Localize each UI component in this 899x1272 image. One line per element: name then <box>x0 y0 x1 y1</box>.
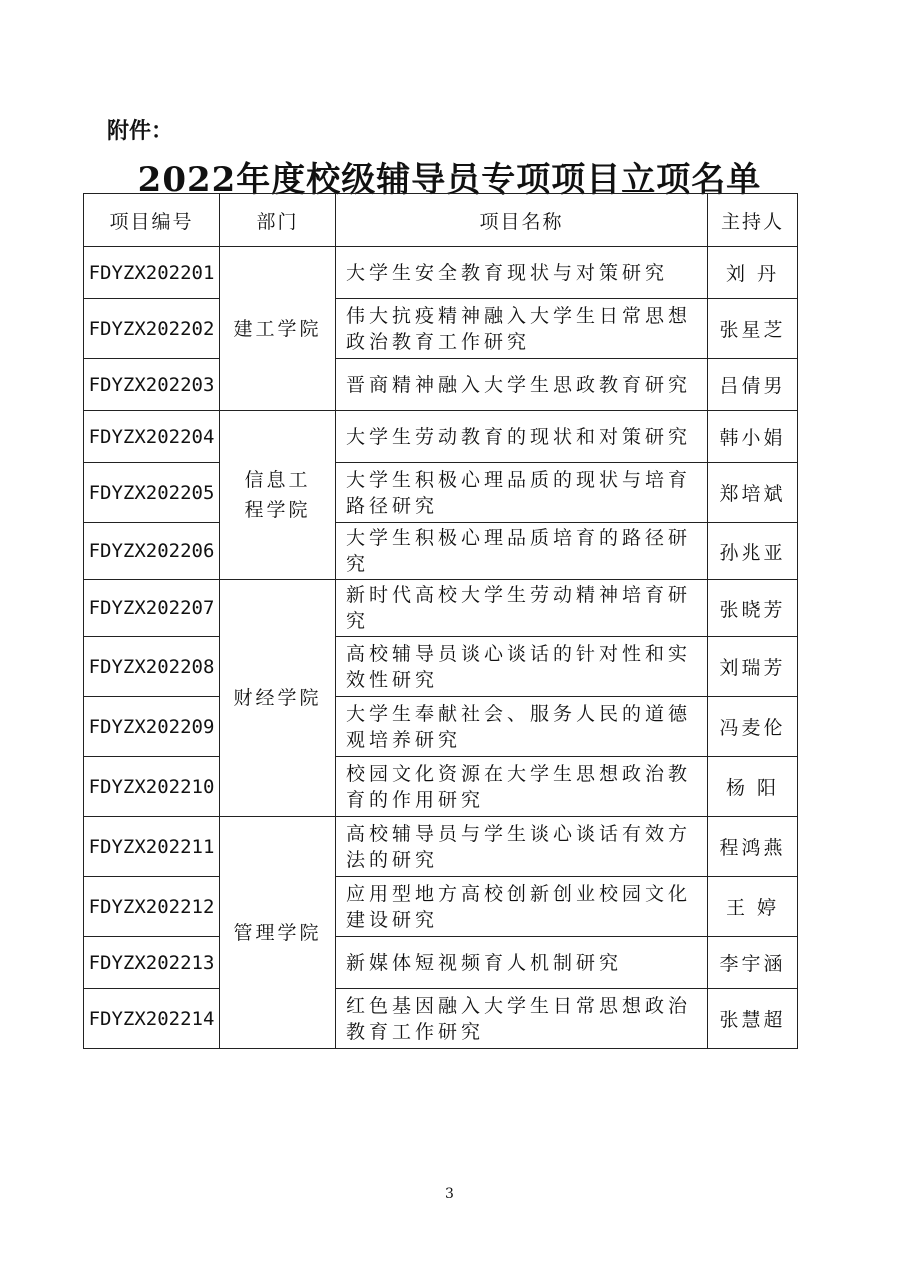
project-host: 孙兆亚 <box>708 523 798 580</box>
project-code: FDYZX202201 <box>84 247 220 299</box>
project-host: 杨 阳 <box>708 757 798 817</box>
project-code: FDYZX202212 <box>84 877 220 937</box>
project-name: 高校辅导员与学生谈心谈话有效方法的研究 <box>336 817 708 877</box>
table-header-row <box>84 194 798 247</box>
table-row <box>84 359 798 411</box>
project-host: 李宇涵 <box>708 937 798 989</box>
project-code: FDYZX202213 <box>84 937 220 989</box>
project-list-table <box>83 193 798 1049</box>
project-code: FDYZX202208 <box>84 637 220 697</box>
table-row <box>84 817 798 877</box>
project-name: 新媒体短视频育人机制研究 <box>336 937 708 989</box>
table-row <box>84 757 798 817</box>
department-cell: 信息工程学院 <box>220 411 336 580</box>
department-cell: 管理学院 <box>220 817 336 1049</box>
table-row <box>84 411 798 463</box>
project-name: 红色基因融入大学生日常思想政治教育工作研究 <box>336 989 708 1049</box>
project-name: 高校辅导员谈心谈话的针对性和实效性研究 <box>336 637 708 697</box>
department-cell: 建工学院 <box>220 247 336 411</box>
project-code: FDYZX202207 <box>84 580 220 637</box>
page-number: 3 <box>445 1186 454 1202</box>
header-department: 部门 <box>220 194 336 247</box>
project-host: 刘瑞芳 <box>708 637 798 697</box>
project-host: 郑培斌 <box>708 463 798 523</box>
header-code: 项目编号 <box>84 194 220 247</box>
project-host: 程鸿燕 <box>708 817 798 877</box>
project-name: 大学生积极心理品质培育的路径研究 <box>336 523 708 580</box>
project-code: FDYZX202202 <box>84 299 220 359</box>
project-name: 晋商精神融入大学生思政教育研究 <box>336 359 708 411</box>
project-host: 吕倩男 <box>708 359 798 411</box>
project-host: 张晓芳 <box>708 580 798 637</box>
project-code: FDYZX202209 <box>84 697 220 757</box>
project-host: 王 婷 <box>708 877 798 937</box>
project-name: 应用型地方高校创新创业校园文化建设研究 <box>336 877 708 937</box>
table-row <box>84 937 798 989</box>
project-name: 大学生劳动教育的现状和对策研究 <box>336 411 708 463</box>
project-code: FDYZX202211 <box>84 817 220 877</box>
table-row <box>84 247 798 299</box>
project-name: 大学生奉献社会、服务人民的道德观培养研究 <box>336 697 708 757</box>
project-host: 韩小娟 <box>708 411 798 463</box>
project-code: FDYZX202210 <box>84 757 220 817</box>
document-title: 2022年度校级辅导员专项项目立项名单 <box>137 160 762 200</box>
table-row <box>84 989 798 1049</box>
table-row <box>84 523 798 580</box>
table-row <box>84 580 798 637</box>
project-code: FDYZX202203 <box>84 359 220 411</box>
project-name: 大学生积极心理品质的现状与培育路径研究 <box>336 463 708 523</box>
project-code: FDYZX202204 <box>84 411 220 463</box>
table-row <box>84 877 798 937</box>
project-host: 张星芝 <box>708 299 798 359</box>
department-cell: 财经学院 <box>220 580 336 817</box>
project-name: 伟大抗疫精神融入大学生日常思想政治教育工作研究 <box>336 299 708 359</box>
project-name: 新时代高校大学生劳动精神培育研究 <box>336 580 708 637</box>
table-row <box>84 463 798 523</box>
project-host: 冯麦伦 <box>708 697 798 757</box>
project-name: 大学生安全教育现状与对策研究 <box>336 247 708 299</box>
header-host: 主持人 <box>708 194 798 247</box>
project-code: FDYZX202206 <box>84 523 220 580</box>
table-row <box>84 697 798 757</box>
attachment-label: 附件： <box>107 119 174 144</box>
project-host: 刘 丹 <box>708 247 798 299</box>
project-code: FDYZX202214 <box>84 989 220 1049</box>
project-code: FDYZX202205 <box>84 463 220 523</box>
project-name: 校园文化资源在大学生思想政治教育的作用研究 <box>336 757 708 817</box>
project-host: 张慧超 <box>708 989 798 1049</box>
table-row <box>84 637 798 697</box>
header-project-name: 项目名称 <box>336 194 708 247</box>
table-row <box>84 299 798 359</box>
